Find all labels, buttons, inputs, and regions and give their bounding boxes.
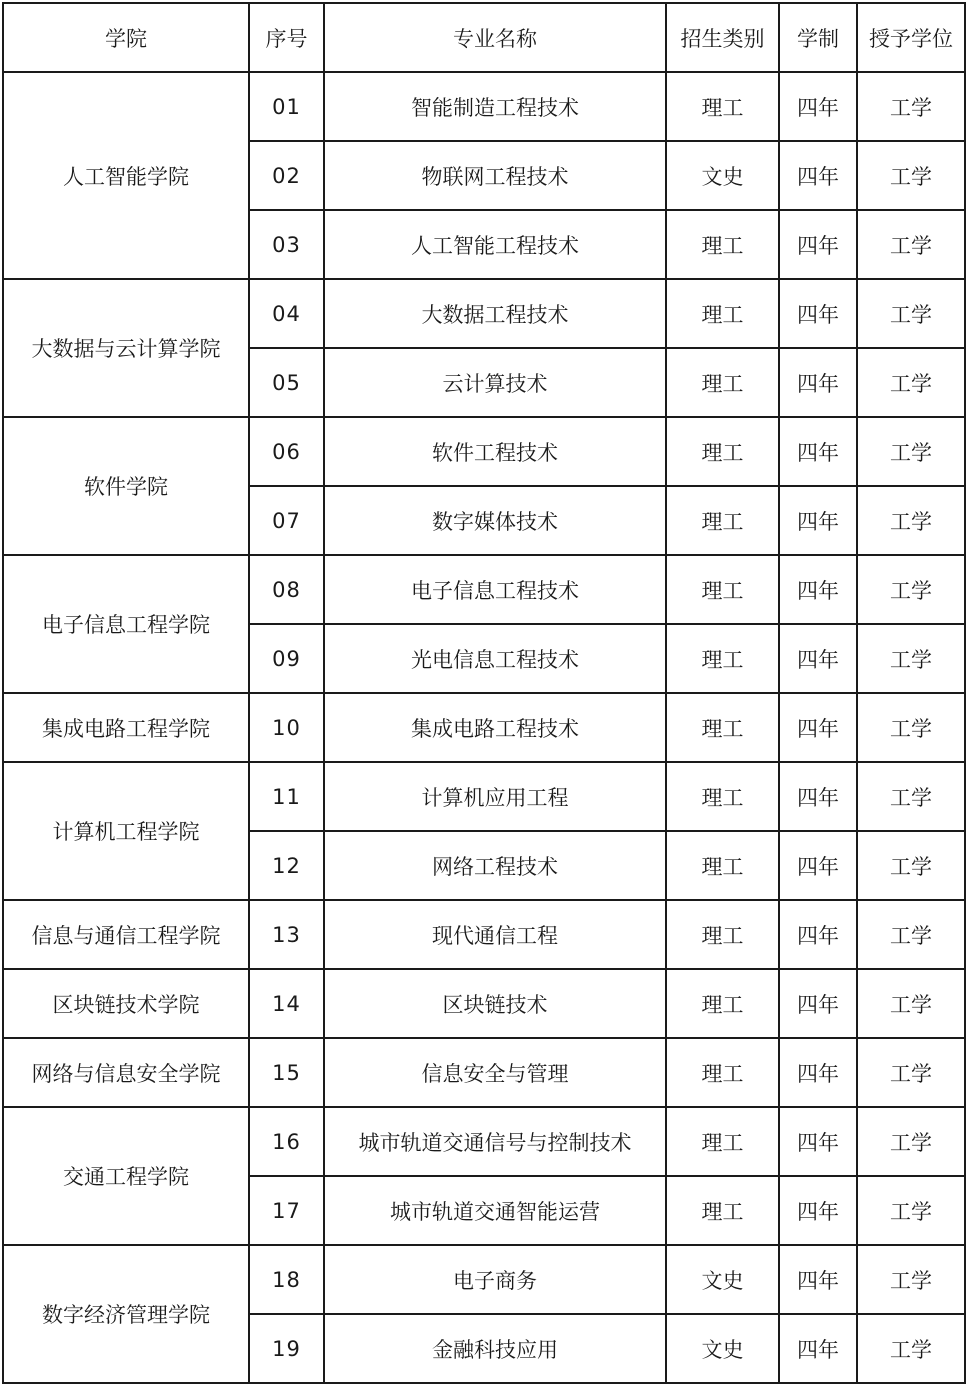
major-name-cell: 集成电路工程技术 [324, 693, 666, 762]
duration-cell: 四年 [779, 141, 857, 210]
degree-cell: 工学 [857, 624, 965, 693]
category-cell: 文史 [666, 141, 779, 210]
major-name-cell: 智能制造工程技术 [324, 72, 666, 141]
college-name-cell: 电子信息工程学院 [3, 555, 249, 693]
degree-cell: 工学 [857, 969, 965, 1038]
degree-cell: 工学 [857, 72, 965, 141]
degree-cell: 工学 [857, 1176, 965, 1245]
table-row [3, 762, 965, 831]
seq-cell: 15 [249, 1038, 324, 1107]
duration-cell: 四年 [779, 1038, 857, 1107]
duration-cell: 四年 [779, 1107, 857, 1176]
table-row [3, 417, 965, 486]
table-row [3, 900, 965, 969]
majors-table-container [2, 2, 966, 1384]
duration-cell: 四年 [779, 417, 857, 486]
duration-cell: 四年 [779, 1314, 857, 1383]
table-row [3, 693, 965, 762]
category-cell: 理工 [666, 417, 779, 486]
college-name-cell: 集成电路工程学院 [3, 693, 249, 762]
degree-cell: 工学 [857, 141, 965, 210]
duration-cell: 四年 [779, 210, 857, 279]
category-cell: 理工 [666, 969, 779, 1038]
degree-cell: 工学 [857, 900, 965, 969]
duration-cell: 四年 [779, 831, 857, 900]
category-cell: 理工 [666, 762, 779, 831]
college-name-cell: 信息与通信工程学院 [3, 900, 249, 969]
duration-cell: 四年 [779, 348, 857, 417]
major-name-cell: 计算机应用工程 [324, 762, 666, 831]
table-row [3, 1107, 965, 1176]
table-row [3, 279, 965, 348]
seq-cell: 13 [249, 900, 324, 969]
table-row [3, 1245, 965, 1314]
header-category: 招生类别 [666, 3, 779, 72]
duration-cell: 四年 [779, 624, 857, 693]
category-cell: 理工 [666, 1176, 779, 1245]
major-name-cell: 大数据工程技术 [324, 279, 666, 348]
seq-cell: 12 [249, 831, 324, 900]
category-cell: 理工 [666, 210, 779, 279]
degree-cell: 工学 [857, 279, 965, 348]
category-cell: 理工 [666, 900, 779, 969]
degree-cell: 工学 [857, 831, 965, 900]
major-name-cell: 人工智能工程技术 [324, 210, 666, 279]
seq-cell: 17 [249, 1176, 324, 1245]
table-row [3, 72, 965, 141]
table-row [3, 969, 965, 1038]
degree-cell: 工学 [857, 1314, 965, 1383]
degree-cell: 工学 [857, 417, 965, 486]
seq-cell: 02 [249, 141, 324, 210]
category-cell: 理工 [666, 624, 779, 693]
degree-cell: 工学 [857, 486, 965, 555]
category-cell: 理工 [666, 72, 779, 141]
majors-table [2, 2, 966, 1384]
degree-cell: 工学 [857, 693, 965, 762]
duration-cell: 四年 [779, 555, 857, 624]
degree-cell: 工学 [857, 210, 965, 279]
major-name-cell: 物联网工程技术 [324, 141, 666, 210]
category-cell: 理工 [666, 1107, 779, 1176]
header-duration: 学制 [779, 3, 857, 72]
category-cell: 理工 [666, 486, 779, 555]
seq-cell: 14 [249, 969, 324, 1038]
header-seq: 序号 [249, 3, 324, 72]
seq-cell: 07 [249, 486, 324, 555]
major-name-cell: 金融科技应用 [324, 1314, 666, 1383]
major-name-cell: 现代通信工程 [324, 900, 666, 969]
seq-cell: 08 [249, 555, 324, 624]
degree-cell: 工学 [857, 1038, 965, 1107]
degree-cell: 工学 [857, 555, 965, 624]
seq-cell: 01 [249, 72, 324, 141]
duration-cell: 四年 [779, 1245, 857, 1314]
seq-cell: 06 [249, 417, 324, 486]
major-name-cell: 软件工程技术 [324, 417, 666, 486]
table-header-row [3, 3, 965, 72]
category-cell: 理工 [666, 831, 779, 900]
duration-cell: 四年 [779, 279, 857, 348]
seq-cell: 04 [249, 279, 324, 348]
category-cell: 文史 [666, 1314, 779, 1383]
seq-cell: 19 [249, 1314, 324, 1383]
category-cell: 理工 [666, 279, 779, 348]
table-body [3, 72, 965, 1383]
major-name-cell: 信息安全与管理 [324, 1038, 666, 1107]
college-name-cell: 交通工程学院 [3, 1107, 249, 1245]
seq-cell: 03 [249, 210, 324, 279]
seq-cell: 11 [249, 762, 324, 831]
duration-cell: 四年 [779, 693, 857, 762]
major-name-cell: 城市轨道交通智能运营 [324, 1176, 666, 1245]
header-college: 学院 [3, 3, 249, 72]
college-name-cell: 大数据与云计算学院 [3, 279, 249, 417]
college-name-cell: 软件学院 [3, 417, 249, 555]
college-name-cell: 计算机工程学院 [3, 762, 249, 900]
degree-cell: 工学 [857, 1107, 965, 1176]
college-name-cell: 区块链技术学院 [3, 969, 249, 1038]
seq-cell: 16 [249, 1107, 324, 1176]
major-name-cell: 数字媒体技术 [324, 486, 666, 555]
duration-cell: 四年 [779, 969, 857, 1038]
category-cell: 理工 [666, 555, 779, 624]
category-cell: 理工 [666, 1038, 779, 1107]
major-name-cell: 电子商务 [324, 1245, 666, 1314]
duration-cell: 四年 [779, 900, 857, 969]
major-name-cell: 区块链技术 [324, 969, 666, 1038]
college-name-cell: 数字经济管理学院 [3, 1245, 249, 1383]
duration-cell: 四年 [779, 72, 857, 141]
table-row [3, 1038, 965, 1107]
degree-cell: 工学 [857, 1245, 965, 1314]
category-cell: 文史 [666, 1245, 779, 1314]
degree-cell: 工学 [857, 762, 965, 831]
duration-cell: 四年 [779, 486, 857, 555]
college-name-cell: 人工智能学院 [3, 72, 249, 279]
category-cell: 理工 [666, 348, 779, 417]
seq-cell: 10 [249, 693, 324, 762]
seq-cell: 05 [249, 348, 324, 417]
seq-cell: 09 [249, 624, 324, 693]
major-name-cell: 电子信息工程技术 [324, 555, 666, 624]
duration-cell: 四年 [779, 1176, 857, 1245]
category-cell: 理工 [666, 693, 779, 762]
duration-cell: 四年 [779, 762, 857, 831]
header-degree: 授予学位 [857, 3, 965, 72]
college-name-cell: 网络与信息安全学院 [3, 1038, 249, 1107]
table-row [3, 555, 965, 624]
major-name-cell: 网络工程技术 [324, 831, 666, 900]
seq-cell: 18 [249, 1245, 324, 1314]
major-name-cell: 光电信息工程技术 [324, 624, 666, 693]
major-name-cell: 城市轨道交通信号与控制技术 [324, 1107, 666, 1176]
major-name-cell: 云计算技术 [324, 348, 666, 417]
degree-cell: 工学 [857, 348, 965, 417]
header-major: 专业名称 [324, 3, 666, 72]
